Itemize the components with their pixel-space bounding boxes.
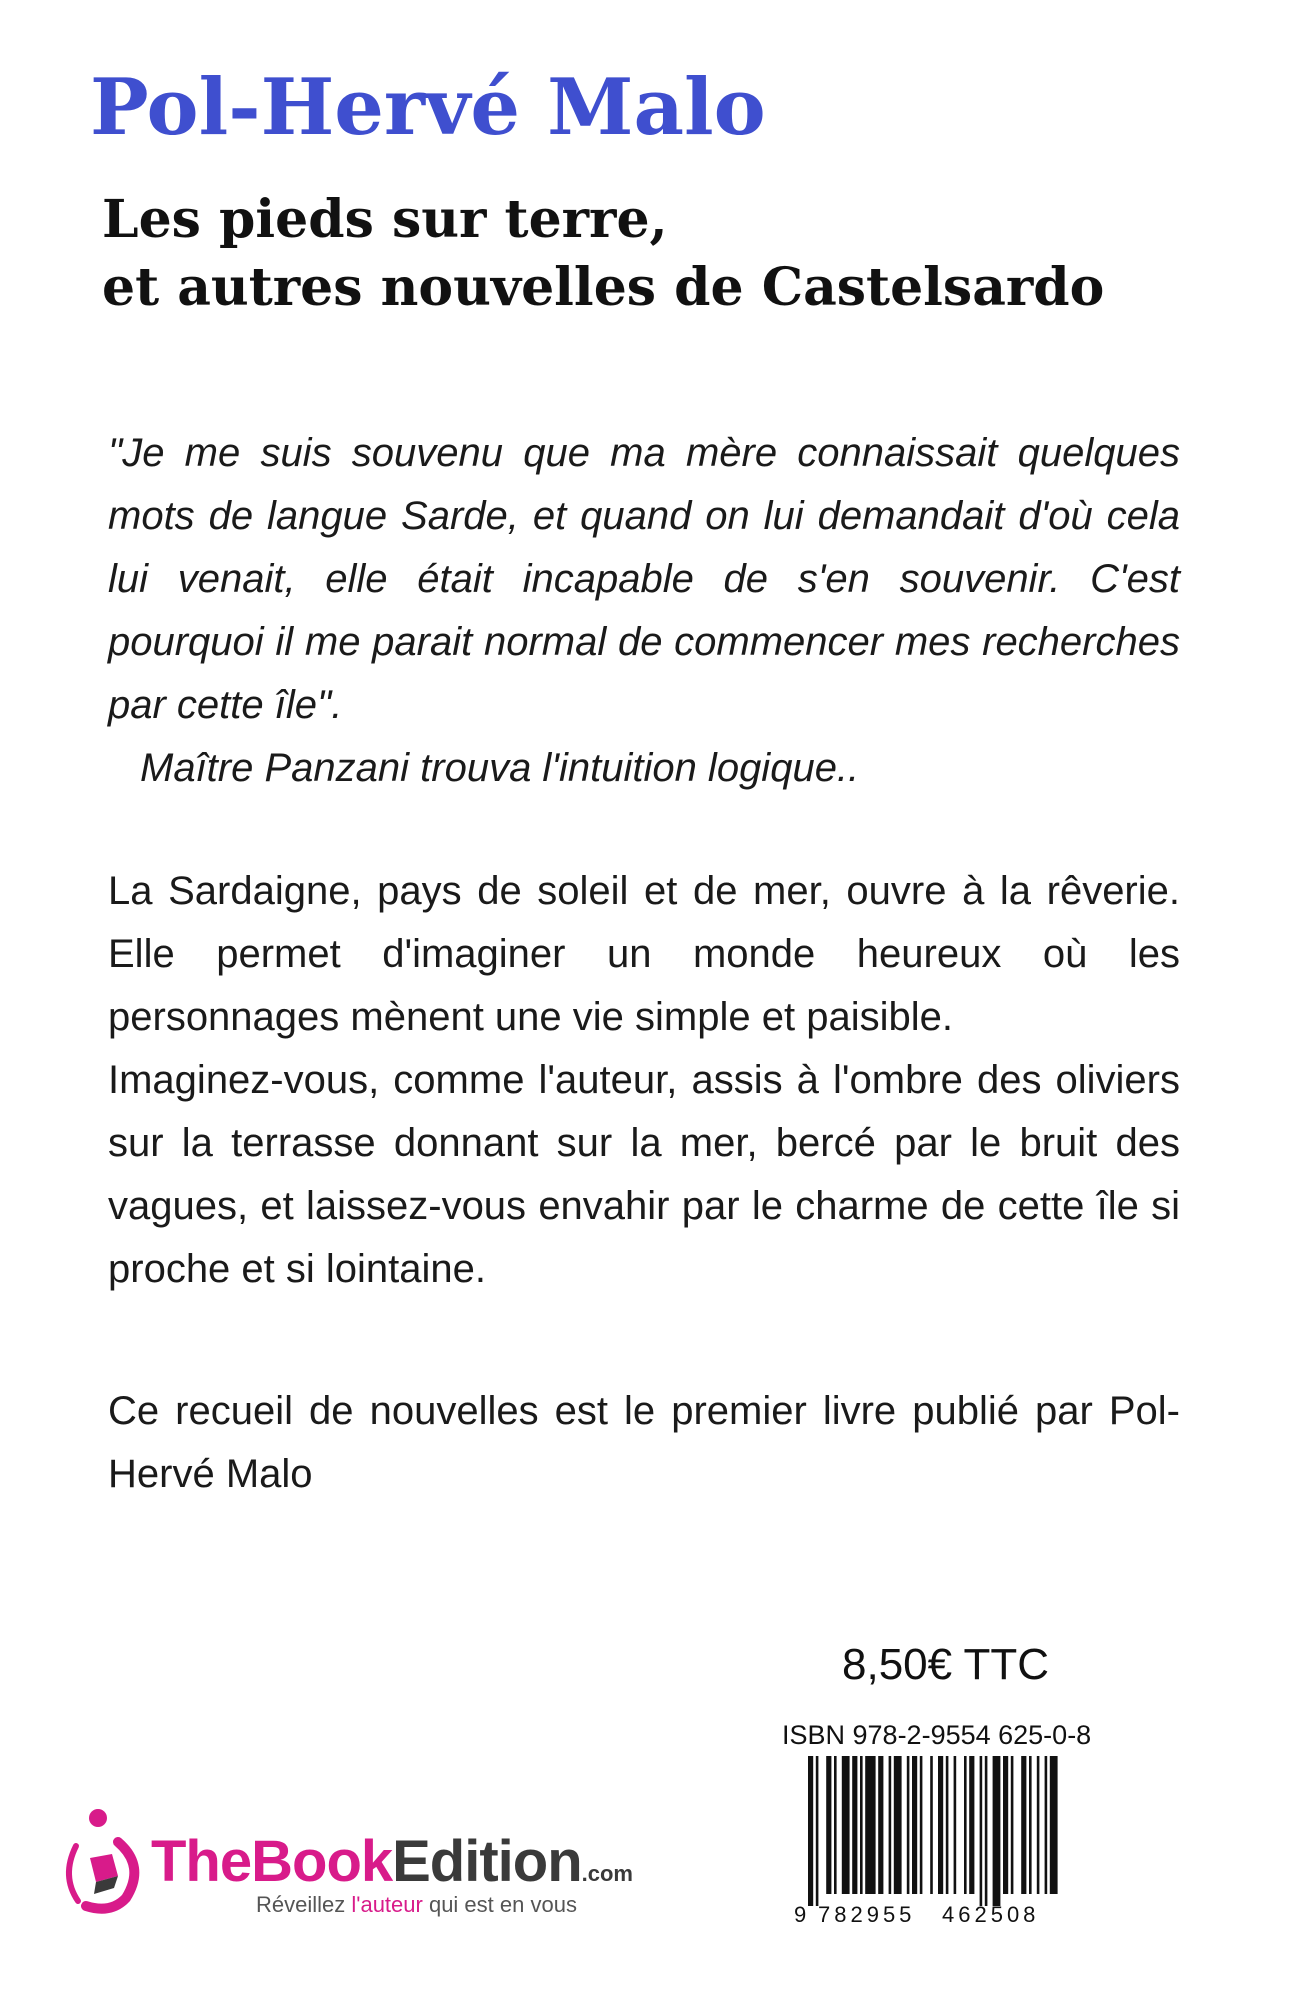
barcode-bar	[1021, 1756, 1026, 1894]
barcode-bar	[912, 1756, 917, 1894]
blurb-paragraph-2: Imaginez-vous, comme l'auteur, assis à l'ombre des oliviers sur la terrasse donnant sur la mer, bercé par le bruit des vagues, et laissez-vous envahir par le charme de cette île si proche et si lointaine.	[108, 1058, 1180, 1291]
barcode-bar	[834, 1756, 837, 1894]
barcode-bar	[985, 1756, 988, 1906]
barcode-bar	[954, 1756, 957, 1894]
excerpt-quote	[108, 422, 1180, 800]
barcode-bar	[969, 1756, 974, 1894]
quote-attribution: Maître Panzani trouva l'intuition logique..	[140, 746, 860, 790]
barcode	[780, 1756, 1080, 1928]
barcode-bar	[946, 1756, 949, 1894]
barcode-bar	[1050, 1756, 1058, 1894]
barcode-bars	[808, 1756, 1058, 1906]
barcode-bar	[1037, 1756, 1040, 1894]
barcode-bar	[993, 1756, 1001, 1906]
barcode-bar	[865, 1756, 875, 1894]
barcode-digit-prefix: 9	[794, 1902, 807, 1927]
barcode-bar	[930, 1756, 933, 1894]
blurb	[108, 860, 1180, 1301]
barcode-bar	[1011, 1756, 1014, 1894]
barcode-bar	[816, 1756, 819, 1906]
barcode-bar	[938, 1756, 943, 1894]
blurb-paragraph-1: La Sardaigne, pays de soleil et de mer, ouvre à la rêverie. Elle permet d'imaginer un monde heureux où les personnages mènent une vie simple et paisible.	[108, 869, 1180, 1039]
tagline-accent: l'auteur	[351, 1892, 423, 1917]
barcode-bar	[889, 1756, 892, 1894]
closing-note: Ce recueil de nouvelles est le premier livre publié par Pol-Hervé Malo	[108, 1389, 1180, 1496]
publisher-tagline	[256, 1892, 577, 1918]
title-line-1: Les pieds sur terre,	[102, 189, 668, 250]
barcode-bar	[1029, 1756, 1032, 1894]
barcode-bar	[1003, 1756, 1008, 1894]
barcode-digits-right: 462508	[942, 1902, 1040, 1927]
price-label: 8,50€ TTC	[842, 1640, 1050, 1689]
barcode-bar	[907, 1756, 910, 1894]
publisher-name-book: Book	[251, 1829, 393, 1894]
title-line-2: et autres nouvelles de Castelsardo	[102, 257, 1105, 318]
publisher-logo	[56, 1806, 656, 1916]
barcode-bar	[1045, 1756, 1048, 1894]
barcode-bar	[842, 1756, 850, 1894]
isbn-label: ISBN 978-2-9554 625-0-8	[782, 1720, 1092, 1750]
person-book-icon	[56, 1806, 156, 1916]
barcode-bar	[808, 1756, 813, 1906]
barcode-bar	[826, 1756, 831, 1894]
book-title	[102, 186, 1104, 322]
barcode-bar	[920, 1756, 923, 1894]
barcode-bar	[980, 1756, 983, 1906]
publisher-name-com: .com	[581, 1861, 633, 1886]
publisher-name-the: The	[151, 1829, 252, 1894]
barcode-bar	[894, 1756, 902, 1894]
tagline-end: qui est en vous	[422, 1892, 577, 1917]
barcode-bar	[852, 1756, 857, 1894]
tagline-start: Réveillez	[256, 1892, 352, 1917]
barcode-digits-left: 782955	[818, 1902, 916, 1927]
barcode-bar	[964, 1756, 967, 1894]
author-name: Pol-Hervé Malo	[90, 62, 766, 153]
barcode-bar	[860, 1756, 863, 1894]
publisher-name-edition: Edition	[392, 1829, 582, 1894]
barcode-bar	[878, 1756, 883, 1894]
quote-text: "Je me suis souvenu que ma mère connaissait quelques mots de langue Sarde, et quand on lui demandait d'où cela lui venait, elle était incapable de s'en souvenir. C'est pourquoi il me parait normal de commencer mes recherches par cette île".	[108, 431, 1180, 727]
publisher-name	[151, 1828, 633, 1895]
